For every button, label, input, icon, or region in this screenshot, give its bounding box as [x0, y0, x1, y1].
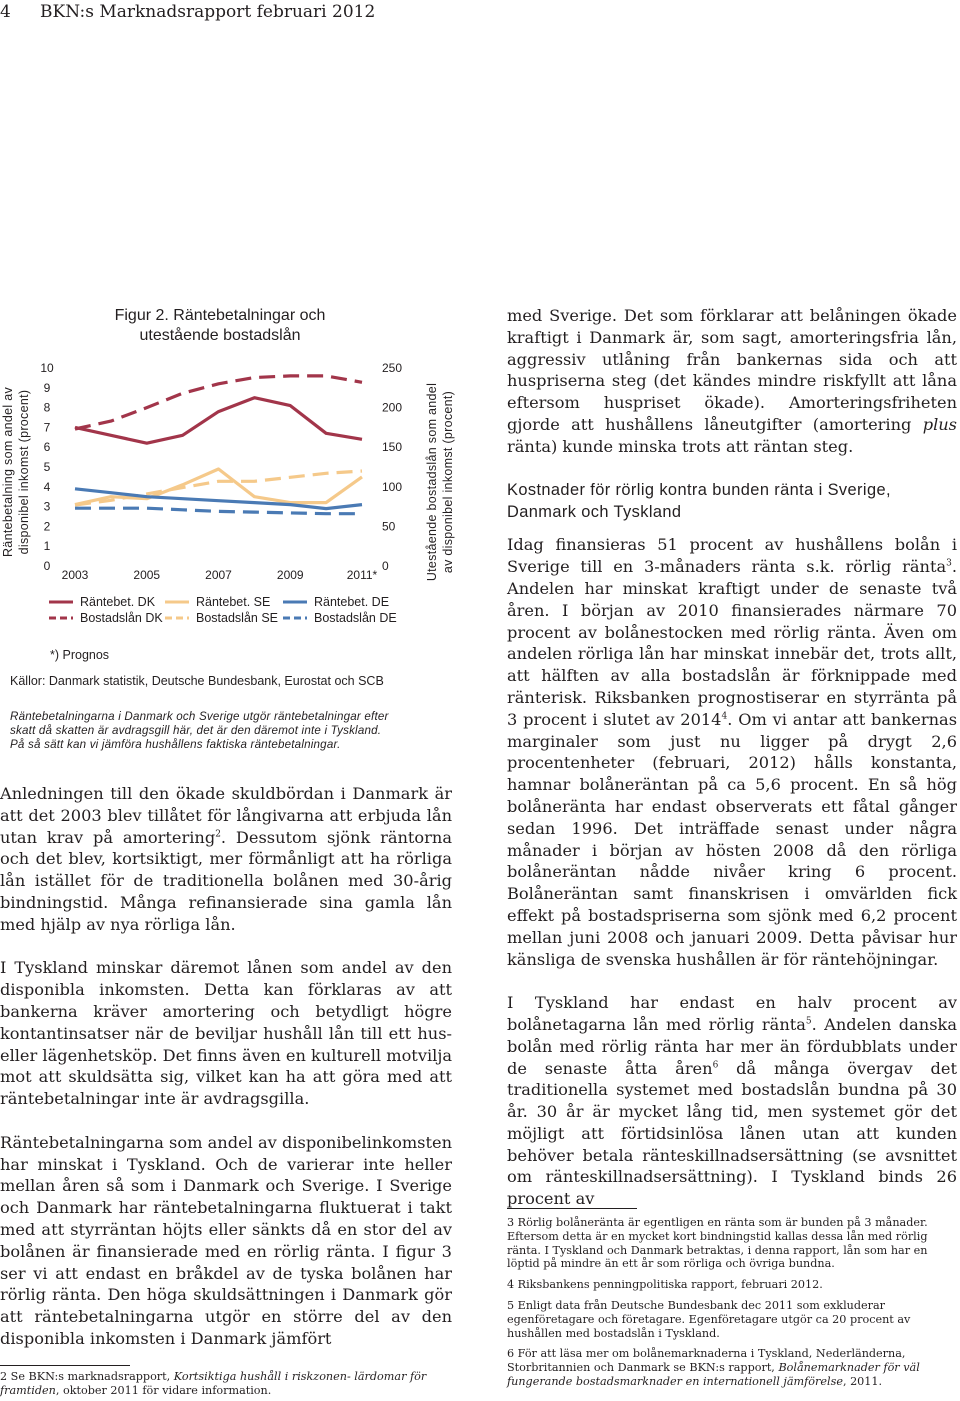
paragraph	[0, 783, 452, 936]
figure-sources: Källor: Danmark statistik, Deutsche Bundesbank, Eurostat och SCB	[10, 674, 384, 688]
text-run: . Andelen har minskat kraftigt under de senaste två åren. I början av 2010 finansierades närmare 70 procent av bolånestocken med rörlig ränta. Även om andelen rörliga lån har minskat innebär det, trots allt, att hälften av alla bostadslån är förknippade med ränterisk. Riksbanken prognostiserar en styrränta på 3 procent i slutet av 2014	[507, 557, 957, 729]
y-right-tick-label: 150	[382, 440, 403, 455]
y-left-tick-label: 9	[43, 380, 51, 395]
text-run: , oktober 2011 för vidare information.	[55, 1383, 272, 1397]
emphasis: Kortsiktiga hushåll i riskzonen- lärdomar för framtiden	[0, 1370, 427, 1397]
y-right-tick-label: 200	[382, 400, 403, 415]
figure-note-line-2: skatt då skatten är avdragsgill här, det är den däremot inte i Tyskland.	[10, 724, 382, 737]
legend-label: Räntebet. DE	[314, 595, 390, 609]
series-line	[75, 376, 362, 429]
footnote-ref: 6	[712, 1060, 719, 1071]
text-run: I Tyskland har endast en halv procent av bolånetagarna lån med rörlig ränta	[507, 993, 957, 1034]
x-tick-label: 2007	[205, 568, 232, 582]
figure-title-line-2: utestående bostadslån	[139, 327, 301, 344]
paragraph: Räntebetalningarna som andel av disponibelinkomsten har minskat i Tyskland. Och de varierar inte heller mellan åren så som i Danmark och Sverige. I Sverige och Danmark har räntebetalningarna fluktuerat i takt med att styrräntan höjts eller sänkts då en stor del av bolånen är finansierade med en rörlig ränta. I figur 3 ser vi att endast en bråkdel av de tyska bolånen har rörlig ränta. Den höga skuldsättningen i Danmark gör att räntebetalningarna utgör en större del av den disponibla inkomsten i Danmark jämfört	[0, 1132, 452, 1348]
y-left-tick-label: 8	[43, 400, 51, 415]
legend-item	[282, 610, 397, 626]
legend-item	[164, 594, 278, 610]
y-right-tick-label: 50	[382, 519, 396, 534]
legend-se	[164, 594, 278, 626]
right-axis-title	[424, 342, 456, 622]
legend-de	[282, 594, 397, 626]
text-run: . Andelen danska bolån med rörlig ränta har mer än fördubblats under de senaste åtta åren	[507, 1014, 957, 1078]
y-left-tick-label: 5	[43, 460, 51, 474]
footnote-2	[0, 1370, 452, 1398]
legend-swatch	[282, 614, 308, 622]
y-right-tick-label: 100	[382, 479, 403, 494]
text-run: då många övergav det traditionella systemet med bostadslån bundna på 30 år. 30 år är mycket lång tid, men systemet gör det möjligt att förtidsinlösa lånen utan att kunden behöver betala ränteskillnadsersättning (se avsnittet om ränteskillnadsersättning). I Tyskland binds 26 procent av	[507, 1058, 957, 1209]
legend-label: Räntebet. DK	[80, 595, 156, 609]
paragraph	[507, 534, 957, 970]
footnote-3: 3 Rörlig bolåneränta är egentligen en ränta som är bunden på 3 månader. Eftersom detta är en mycket kort bindningstid kallas dessa lån med rörlig ränta. I Tyskland och Danmark betraktas, i denna rapport, lån som har en löptid på mindre än ett år som rörliga och övriga bundna.	[507, 1216, 928, 1271]
text-run: 6 För att läsa mer om bolånemarknaderna i Tyskland, Nederländerna, Storbritannien och Danmark se BKN:s rapport,	[507, 1347, 906, 1375]
legend-dk	[48, 594, 163, 626]
left-axis-title-line-1: Räntebetalning som andel av	[1, 387, 15, 558]
text-run: 2 Se BKN:s marknadsrapport,	[0, 1370, 174, 1383]
footnote-5: 5 Enligt data från Deutsche Bundesbank dec 2011 som exkluderar egenföretagare och företagare. Egenföretagare utgör ca 20 procent av hushållen med bostadslån i Tyskland.	[507, 1298, 911, 1340]
footnote-ref: 2	[215, 829, 221, 840]
y-left-tick-label: 6	[43, 440, 51, 455]
footnote-ref: 4	[721, 711, 728, 722]
x-tick-label: 2009	[276, 568, 304, 582]
prognos-note: *) Prognos	[50, 648, 110, 662]
legend-label: Bostadslån SE	[196, 611, 278, 625]
legend-item	[282, 594, 397, 610]
text-run: ränta) kunde minska trots att räntan steg.	[507, 436, 854, 456]
legend-label: Bostadslån DE	[314, 611, 397, 625]
figure-2	[0, 300, 455, 760]
y-left-tick-label: 3	[43, 499, 51, 514]
legend-swatch	[164, 614, 190, 622]
x-tick-label: 2011*	[346, 568, 378, 582]
footnote-rule	[0, 1365, 130, 1366]
legend-item	[48, 610, 163, 626]
figure-note-line-1: Räntebetalningarna i Danmark och Sverige utgör räntebetalningar efter	[10, 710, 389, 723]
emphasis: Bolånemarknader för väl fungerande bostadsmarknader en internationell jämförelse	[507, 1361, 920, 1388]
left-axis-title	[0, 332, 32, 612]
legend-swatch	[48, 614, 74, 622]
left-column	[0, 783, 452, 1372]
footnotes-right	[507, 1216, 957, 1396]
text-run: . Om vi antar att bankernas marginaler som just nu ligger på drygt 2,6 procentenheter (februari, 2012) hålls konstanta, hamnar bolåneräntan på ca 5,6 procent. En så hög bolåneränta har endast observerats ett fåtal gånger sedan 1996. Det inträffade senast under några månader i början av hösten 2008 då den rörliga bolåneräntan nådde nivåer kring 6 procent. Bolåneräntan samt finanskrisen i omvärlden fick effekt på bostadspriserna som sjönk med 6,2 procent mellan juni 2008 och januari 2009. Detta påvisar hur känsliga de svenska hushållen är för räntehöjningar.	[507, 709, 957, 969]
y-left-tick-label: 2	[43, 519, 51, 534]
footnote-ref: 5	[805, 1016, 812, 1027]
figure-note	[10, 710, 450, 752]
section-heading: Kostnader för rörlig kontra bunden ränta i Sverige, Danmark och Tyskland	[507, 481, 891, 522]
legend-item	[48, 594, 163, 610]
right-axis-title-line-2: av disponibel inkomst (procent)	[441, 390, 455, 574]
series-line	[75, 398, 362, 444]
text-run: Idag finansieras 51 procent av hushållens bolån i Sverige till en 3-månaders ränta s.k. rörlig ränta	[507, 535, 957, 577]
legend-item	[164, 610, 278, 626]
paragraph	[507, 992, 957, 1210]
footnotes-left	[0, 1370, 452, 1398]
page-number: 4	[0, 2, 11, 22]
legend-label: Bostadslån DK	[80, 611, 163, 625]
right-column	[507, 305, 957, 1232]
footnote-ref: 3	[946, 558, 952, 569]
figure-title	[60, 306, 380, 346]
legend-label: Räntebet. SE	[196, 595, 271, 609]
footnote-6	[507, 1347, 957, 1388]
footnote-rule	[507, 1208, 637, 1209]
figure-note-line-3: På så sätt kan vi jämföra hushållens faktiska räntebetalningar.	[10, 738, 341, 751]
text-run: Anledningen till den ökade skuldbördan i Danmark är att det 2003 blev tillåtet för långivarna att erbjuda lån utan krav på amortering	[0, 784, 452, 847]
chart-series	[75, 376, 362, 514]
y-left-tick-label: 0	[43, 559, 51, 573]
y-right-tick-label: 0	[382, 559, 389, 573]
y-left-tick-label: 7	[43, 420, 51, 435]
y-left-tick-label: 10	[40, 361, 54, 375]
legend-swatch	[282, 598, 308, 606]
running-title: BKN:s Marknadsrapport februari 2012	[40, 2, 376, 22]
y-left-tick-label: 4	[43, 479, 51, 494]
figure-title-line-1: Figur 2. Räntebetalningar och	[114, 307, 326, 324]
y-left-tick-label: 1	[43, 539, 51, 554]
left-axis-title-line-2: disponibel inkomst (procent)	[17, 389, 31, 555]
emphasis: plus	[922, 414, 957, 434]
paragraph	[507, 305, 957, 458]
legend-swatch	[164, 598, 190, 606]
paragraph: I Tyskland minskar däremot lånen som andel av den disponibla inkomsten. Detta kan förklaras av att bankerna kräver amortering och betydligt högre kontantinsatser när de beviljar hushåll lån till ett hus- eller lägenhetsköp. Det finns även en kulturell motvilja mot att skuldsätta sig, vilket kan ha att göra med att räntebetalningar inte är avdragsgilla.	[0, 958, 452, 1109]
legend-swatch	[48, 598, 74, 606]
right-axis-title-line-1: Utestående bostadslån som andel	[425, 382, 439, 582]
x-tick-label: 2005	[133, 568, 161, 582]
x-tick-label: 2003	[61, 568, 89, 582]
y-right-tick-label: 250	[382, 361, 403, 375]
text-run: med Sverige. Det som förklarar att belåningen ökade kraftigt i Danmark är, som sagt, amorteringsfria lån, aggressiv utlåning från bankernas sida och att huspriserna steg (det kändes mindre riskfyllt att låna eftersom huspriset ökade). Amorteringsfriheten gjorde att hushållens låneutgifter (amortering	[507, 306, 957, 434]
page-header	[0, 0, 960, 40]
text-run: . Dessutom sjönk räntorna och det blev, kortsiktigt, mer förmånligt att ha rörliga lån istället för de traditionella bolånen med 30-årig bindningstid. Många refinansierade sina gamla lån med hjälp av nya rörliga lån.	[0, 827, 452, 934]
text-run: , 2011.	[842, 1374, 883, 1388]
footnote-4: 4 Riksbankens penningpolitiska rapport, februari 2012.	[507, 1278, 823, 1292]
